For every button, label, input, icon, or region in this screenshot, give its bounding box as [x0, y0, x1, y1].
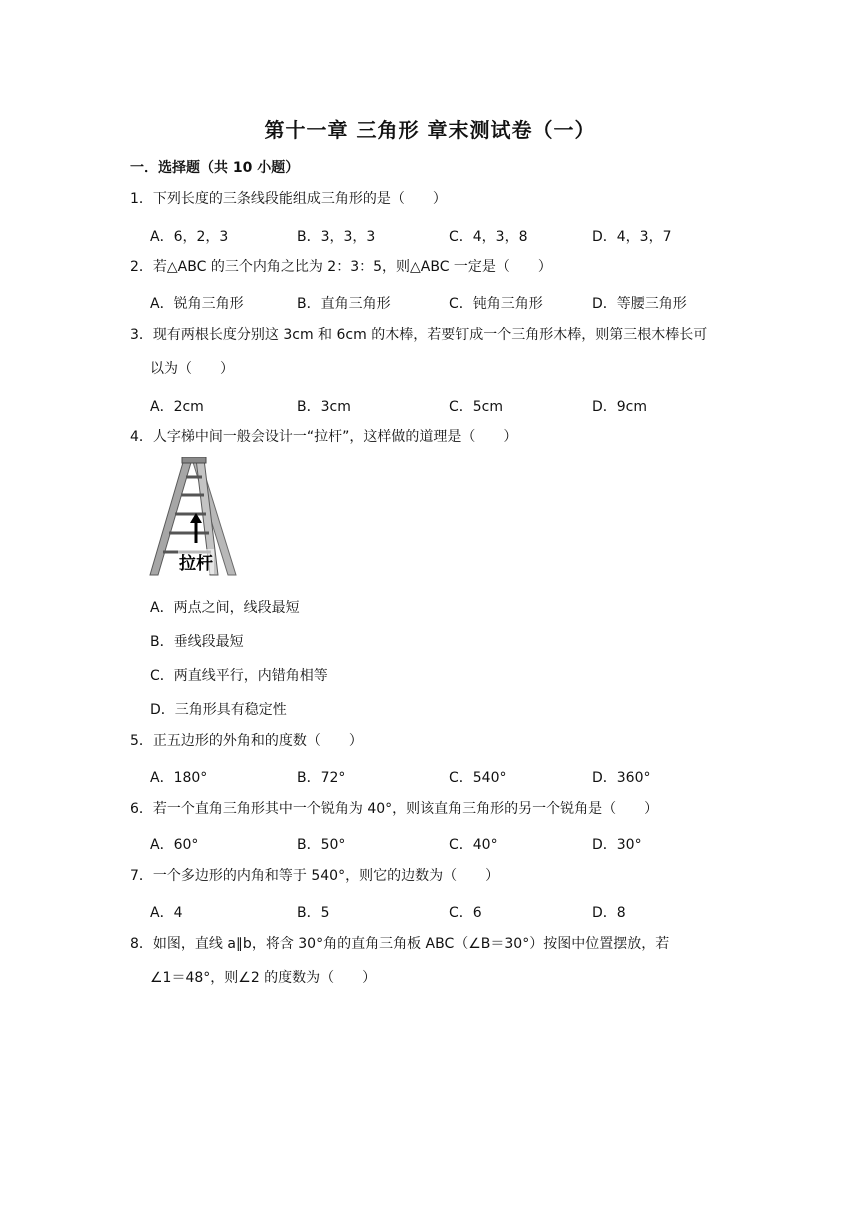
question-4-option-c[interactable]: C．两直线平行，内错角相等 [150, 668, 328, 684]
question-4-stem: 4．人字梯中间一般会设计一“拉杆”，这样做的道理是（ ） [130, 429, 518, 445]
question-5-stem: 5．正五边形的外角和的度数（ ） [130, 733, 363, 749]
option-a[interactable]: A．锐角三角形 [150, 296, 244, 312]
option-a[interactable]: A．2cm [150, 399, 204, 415]
option-a[interactable]: A．6，2，3 [150, 229, 229, 245]
option-d[interactable]: D．9cm [592, 399, 648, 415]
option-a[interactable]: A．180° [150, 770, 208, 786]
question-8-stem-continued: ∠1＝48°，则∠2 的度数为（ ） [150, 970, 377, 986]
option-b[interactable]: B．72° [297, 770, 346, 786]
option-b[interactable]: B．3，3，3 [297, 229, 376, 245]
question-1-stem: 1．下列长度的三条线段能组成三角形的是（ ） [130, 191, 447, 207]
up-arrow-icon [190, 513, 202, 543]
option-b[interactable]: B．3cm [297, 399, 351, 415]
option-c[interactable]: C．40° [449, 837, 498, 853]
question-4-option-d[interactable]: D．三角形具有稳定性 [150, 702, 287, 718]
pull-rod-label: 拉杆 [178, 549, 214, 574]
question-7-stem: 7．一个多边形的内角和等于 540°，则它的边数为（ ） [130, 868, 500, 884]
option-d[interactable]: D．4，3，7 [592, 229, 672, 245]
option-d[interactable]: D．360° [592, 770, 651, 786]
question-4-option-a[interactable]: A．两点之间，线段最短 [150, 600, 300, 616]
option-d[interactable]: D．8 [592, 905, 626, 921]
section-heading: 一．选择题（共 10 小题） [130, 160, 300, 176]
question-3-stem: 3．现有两根长度分别这 3cm 和 6cm 的木棒，若要钉成一个三角形木棒，则第三根木棒长可 [130, 327, 708, 343]
option-c[interactable]: C．6 [449, 905, 482, 921]
question-3-stem-continued: 以为（ ） [150, 361, 234, 377]
question-4-option-b[interactable]: B．垂线段最短 [150, 634, 244, 650]
option-c[interactable]: C．钝角三角形 [449, 296, 543, 312]
question-6-stem: 6．若一个直角三角形其中一个锐角为 40°，则该直角三角形的另一个锐角是（ ） [130, 801, 659, 817]
option-b[interactable]: B．50° [297, 837, 346, 853]
option-b[interactable]: B．直角三角形 [297, 296, 391, 312]
option-c[interactable]: C．540° [449, 770, 507, 786]
page-title: 第十一章 三角形 章末测试卷（一） [264, 118, 596, 142]
option-b[interactable]: B．5 [297, 905, 330, 921]
ladder-top-cap [182, 457, 206, 463]
question-2-stem: 2．若△ABC 的三个内角之比为 2：3：5，则△ABC 一定是（ ） [130, 259, 552, 275]
option-d[interactable]: D．30° [592, 837, 642, 853]
option-c[interactable]: C．4，3，8 [449, 229, 528, 245]
option-a[interactable]: A．60° [150, 837, 199, 853]
option-a[interactable]: A．4 [150, 905, 183, 921]
question-8-stem: 8．如图，直线 a∥b，将含 30°角的直角三角板 ABC（∠B＝30°）按图中位置摆放，若 [130, 936, 670, 952]
option-c[interactable]: C．5cm [449, 399, 504, 415]
step-ladder-figure [148, 457, 240, 579]
option-d[interactable]: D．等腰三角形 [592, 296, 687, 312]
